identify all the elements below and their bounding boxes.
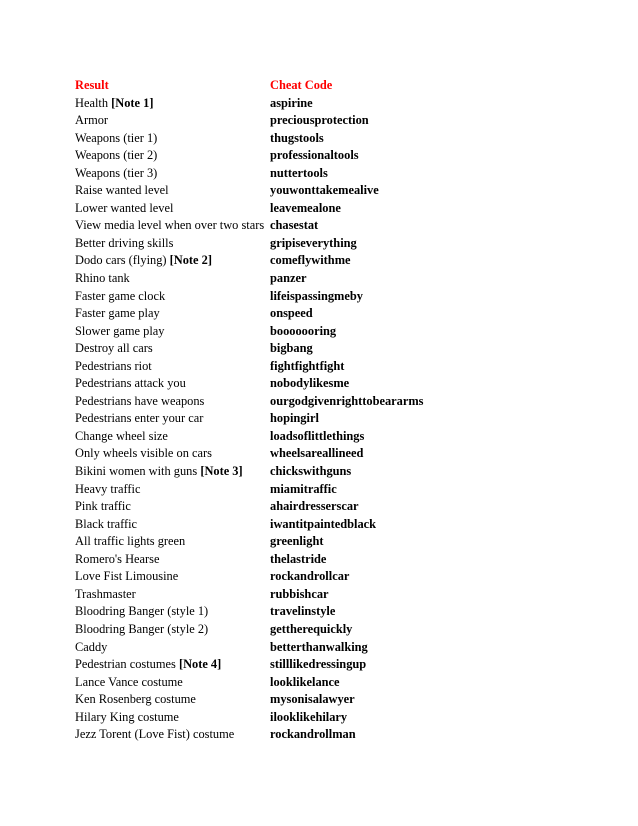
table-row xyxy=(75,165,595,183)
table-row xyxy=(75,709,595,727)
cheat-code-cell: rockandrollman xyxy=(270,727,356,742)
result-text: Faster game play xyxy=(75,306,160,321)
table-header-row xyxy=(75,77,595,95)
table-row xyxy=(75,112,595,130)
result-text: Pedestrians attack you xyxy=(75,376,186,391)
cheat-code-cell: hopingirl xyxy=(270,411,319,426)
table-row xyxy=(75,410,595,428)
result-text: Jezz Torent (Love Fist) costume xyxy=(75,727,235,742)
note-reference: [Note 4] xyxy=(178,657,222,672)
result-text: View media level when over two stars xyxy=(75,218,265,233)
table-row xyxy=(75,656,595,674)
result-text: Caddy xyxy=(75,639,108,654)
result-cell xyxy=(75,428,270,446)
result-text: Destroy all cars xyxy=(75,341,153,356)
result-cell xyxy=(75,270,270,288)
table-row xyxy=(75,603,595,621)
note-reference: [Note 2] xyxy=(169,253,212,268)
result-cell xyxy=(75,726,270,744)
result-cell xyxy=(75,463,270,481)
result-cell xyxy=(75,95,270,113)
result-text: Rhino tank xyxy=(75,271,130,286)
table-row xyxy=(75,235,595,253)
result-text: Love Fist Limousine xyxy=(75,569,179,584)
result-text: Raise wanted level xyxy=(75,183,169,198)
table-row xyxy=(75,323,595,341)
result-text: Bloodring Banger (style 1) xyxy=(75,604,209,619)
result-text: Weapons (tier 3) xyxy=(75,165,158,180)
table-row xyxy=(75,639,595,657)
table-row xyxy=(75,498,595,516)
result-cell xyxy=(75,586,270,604)
cheat-code-table xyxy=(75,77,595,744)
result-cell xyxy=(75,288,270,306)
cheat-code-cell: nobodylikesme xyxy=(270,376,350,391)
table-row xyxy=(75,621,595,639)
result-text: Lance Vance costume xyxy=(75,674,183,689)
cheat-code-column-header: Cheat Code xyxy=(270,78,333,92)
table-row xyxy=(75,95,595,113)
cheat-code-cell: professionaltools xyxy=(270,148,359,163)
table-row xyxy=(75,691,595,709)
cheat-code-cell: panzer xyxy=(270,271,307,286)
table-row xyxy=(75,182,595,200)
result-text: Only wheels visible on cars xyxy=(75,446,212,461)
cheat-code-cell: greenlight xyxy=(270,534,324,549)
table-row xyxy=(75,252,595,270)
result-cell xyxy=(75,639,270,657)
cheat-code-cell: comeflywithme xyxy=(270,253,351,268)
result-text: Dodo cars (flying) xyxy=(75,253,167,268)
table-row xyxy=(75,516,595,534)
cheat-code-cell: betterthanwalking xyxy=(270,639,368,654)
result-cell xyxy=(75,656,270,674)
result-cell xyxy=(75,323,270,341)
cheat-code-cell: wheelsareallineed xyxy=(270,446,364,461)
cheat-code-cell: youwonttakemealive xyxy=(270,183,379,198)
result-text: Pink traffic xyxy=(75,499,131,514)
table-row xyxy=(75,674,595,692)
result-cell xyxy=(75,568,270,586)
result-cell xyxy=(75,182,270,200)
cheat-code-cell: bigbang xyxy=(270,341,313,356)
table-row xyxy=(75,726,595,744)
table-row xyxy=(75,288,595,306)
result-text: Lower wanted level xyxy=(75,200,174,215)
note-reference: [Note 1] xyxy=(111,95,154,110)
result-cell xyxy=(75,551,270,569)
result-cell xyxy=(75,252,270,270)
cheat-code-cell: rockandrollcar xyxy=(270,569,350,584)
cheat-code-cell: ourgodgivenrighttobeararms xyxy=(270,393,424,408)
result-cell xyxy=(75,621,270,639)
result-cell xyxy=(75,481,270,499)
result-text: Weapons (tier 2) xyxy=(75,148,158,163)
result-cell xyxy=(75,603,270,621)
table-row xyxy=(75,305,595,323)
table-row xyxy=(75,393,595,411)
result-text: Change wheel size xyxy=(75,428,168,443)
cheat-code-cell: leavemealone xyxy=(270,200,341,215)
cheat-code-cell: ahairdresserscar xyxy=(270,499,359,514)
cheat-code-cell: aspirine xyxy=(270,95,313,110)
cheat-code-cell: onspeed xyxy=(270,306,313,321)
table-row xyxy=(75,375,595,393)
table-row xyxy=(75,463,595,481)
result-column-header: Result xyxy=(75,78,109,92)
result-cell xyxy=(75,498,270,516)
result-text: Black traffic xyxy=(75,516,138,531)
result-cell xyxy=(75,709,270,727)
result-text: Faster game clock xyxy=(75,288,166,303)
table-row xyxy=(75,200,595,218)
result-text: Bloodring Banger (style 2) xyxy=(75,621,209,636)
result-text: Pedestrians enter your car xyxy=(75,411,204,426)
result-cell xyxy=(75,147,270,165)
result-cell xyxy=(75,112,270,130)
cheat-code-cell: mysonisalawyer xyxy=(270,692,355,707)
result-cell xyxy=(75,674,270,692)
cheat-code-cell: gripiseverything xyxy=(270,235,357,250)
result-text: Armor xyxy=(75,113,109,128)
result-cell xyxy=(75,305,270,323)
result-cell xyxy=(75,235,270,253)
cheat-code-cell: travelinstyle xyxy=(270,604,336,619)
table-row xyxy=(75,586,595,604)
table-row xyxy=(75,340,595,358)
cheat-code-cell: booooooring xyxy=(270,323,337,338)
table-row xyxy=(75,428,595,446)
result-text: Better driving skills xyxy=(75,235,174,250)
result-cell xyxy=(75,130,270,148)
cheat-code-cell: stilllikedressingup xyxy=(270,657,367,672)
table-row xyxy=(75,533,595,551)
result-text: Heavy traffic xyxy=(75,481,141,496)
cheat-code-cell: chickswithguns xyxy=(270,464,352,479)
result-text: Trashmaster xyxy=(75,586,136,601)
result-text: Ken Rosenberg costume xyxy=(75,692,196,707)
cheat-code-cell: loadsoflittlethings xyxy=(270,428,365,443)
result-text: All traffic lights green xyxy=(75,534,186,549)
cheat-code-cell: thelastride xyxy=(270,551,327,566)
cheat-code-cell: rubbishcar xyxy=(270,586,329,601)
table-row xyxy=(75,130,595,148)
result-cell xyxy=(75,445,270,463)
result-cell xyxy=(75,217,270,235)
cheat-code-cell: preciousprotection xyxy=(270,113,369,128)
result-cell xyxy=(75,340,270,358)
cheat-code-cell: looklikelance xyxy=(270,674,340,689)
result-cell xyxy=(75,393,270,411)
result-text: Pedestrian costumes xyxy=(75,657,176,672)
result-text: Hilary King costume xyxy=(75,709,179,724)
table-row xyxy=(75,147,595,165)
result-text: Romero's Hearse xyxy=(75,551,160,566)
cheat-code-cell: fightfightfight xyxy=(270,358,345,373)
result-text: Weapons (tier 1) xyxy=(75,130,158,145)
table-row xyxy=(75,551,595,569)
result-cell xyxy=(75,516,270,534)
cheat-code-cell: lifeispassingmeby xyxy=(270,288,363,303)
table-row xyxy=(75,270,595,288)
result-text: Slower game play xyxy=(75,323,165,338)
table-row xyxy=(75,217,595,235)
result-text: Pedestrians riot xyxy=(75,358,152,373)
cheat-code-cell: miamitraffic xyxy=(270,481,337,496)
result-cell xyxy=(75,691,270,709)
result-cell xyxy=(75,200,270,218)
result-cell xyxy=(75,410,270,428)
table-row xyxy=(75,445,595,463)
result-cell xyxy=(75,375,270,393)
note-reference: [Note 3] xyxy=(200,464,243,479)
table-row xyxy=(75,481,595,499)
cheat-code-cell: nuttertools xyxy=(270,165,328,180)
table-row xyxy=(75,568,595,586)
cheat-code-cell: iwantitpaintedblack xyxy=(270,516,377,531)
cheat-code-cell: ilooklikehilary xyxy=(270,709,348,724)
result-cell xyxy=(75,533,270,551)
cheat-code-cell: gettherequickly xyxy=(270,621,353,636)
result-text: Bikini women with guns xyxy=(75,464,198,479)
cheat-code-cell: thugstools xyxy=(270,130,324,145)
result-text: Pedestrians have weapons xyxy=(75,393,205,408)
result-cell xyxy=(75,165,270,183)
table-row xyxy=(75,358,595,376)
result-text: Health xyxy=(75,95,109,110)
result-cell xyxy=(75,358,270,376)
cheat-code-cell: chasestat xyxy=(270,218,319,233)
